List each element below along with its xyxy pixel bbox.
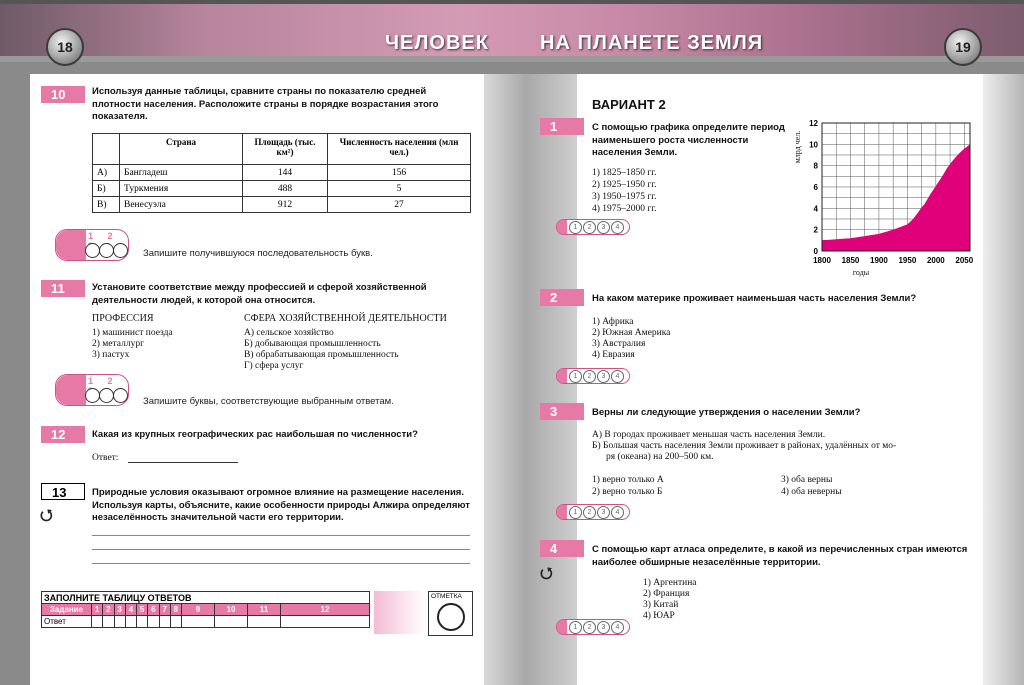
q11-col1-item: 3) пастух <box>92 350 130 360</box>
header-title-part2: НА ПЛАНЕТЕ ЗЕМЛЯ <box>540 32 764 54</box>
x-tick-label: 1800 <box>813 256 831 265</box>
answer-circle[interactable]: 2 <box>583 621 596 634</box>
question-11-instruction: Запишите буквы, соответствующие выбранным ответам. <box>143 396 394 407</box>
q3-statement-b: Б) Большая часть населения Земли проживает в районах, удалённых от мо- <box>592 441 897 451</box>
grade-mark-label: ОТМЕТКА <box>431 593 462 600</box>
summary-answer-cell[interactable] <box>137 616 148 628</box>
summary-col: 4 <box>125 604 136 616</box>
question-number-11: 11 <box>41 280 85 297</box>
answer-line[interactable] <box>92 563 470 564</box>
table-header <box>93 134 120 165</box>
summary-answer-cell[interactable] <box>281 616 370 628</box>
summary-answer-cell[interactable] <box>114 616 125 628</box>
question-number-3: 3 <box>540 403 584 420</box>
table-header: Страна <box>120 134 243 165</box>
summary-col: 5 <box>137 604 148 616</box>
question-10-text: Используя данные таблицы, сравните страны по показателю средней плотности населения. Расположите страны в порядке возрастания этого показателя. <box>92 86 439 122</box>
q11-col2-item: В) обрабатывающая промышленность <box>244 350 399 360</box>
x-tick-label: 1850 <box>841 256 860 265</box>
table-cell: Б) <box>93 181 120 197</box>
answer-circle[interactable] <box>99 388 114 403</box>
answer-circle[interactable]: 1 <box>569 621 582 634</box>
q4-option: 3) Китай <box>643 600 679 610</box>
question-number-1: 1 <box>540 118 584 135</box>
table-cell: 156 <box>328 165 471 181</box>
answer-circle[interactable]: 4 <box>611 506 624 519</box>
question-3-text: Верны ли следующие утверждения о населении Земли? <box>592 407 861 418</box>
q11-col2-header: СФЕРА ХОЗЯЙСТВЕННОЙ ДЕЯТЕЛЬНОСТИ <box>244 313 447 324</box>
table-header: Численность населения (млн чел.) <box>328 134 471 165</box>
table-row <box>93 197 471 213</box>
summary-col: 1 <box>92 604 103 616</box>
population-chart <box>790 115 980 283</box>
answer-box-q11[interactable] <box>55 374 129 406</box>
table-row <box>93 165 471 181</box>
summary-col: 7 <box>159 604 170 616</box>
answer-circle[interactable]: 2 <box>583 506 596 519</box>
q3-option: 4) оба неверны <box>781 487 842 497</box>
answer-circle[interactable]: 1 <box>569 506 582 519</box>
answer-box-r2[interactable] <box>556 368 630 384</box>
answer-line[interactable] <box>92 549 470 550</box>
q3-statement-b-cont: ря (океана) на 200–500 км. <box>606 452 714 462</box>
question-10-instruction: Запишите получившуюся последовательность букв. <box>143 248 373 259</box>
question-2-text: На каком материке проживает наименьшая часть населения Земли? <box>592 293 917 304</box>
q11-col2-item: Г) сфера услуг <box>244 361 304 371</box>
q1-option: 1) 1825–1850 гг. <box>592 168 657 178</box>
summary-col: 6 <box>148 604 159 616</box>
question-12-answer-label: Ответ: <box>92 453 119 463</box>
answer-circle[interactable]: 1 <box>569 370 582 383</box>
question-13-text: Природные условия оказывают огромное влияние на размещение населения. Используя карты, объясните, какие особенности природы Алжира определяют незаселённость значительной части его территории. <box>92 487 470 523</box>
summary-answer-cell[interactable] <box>92 616 103 628</box>
question-11-text: Установите соответствие между профессией и сферой хозяйственной деятельности людей, к которой она относится. <box>92 282 427 306</box>
table-header: Площадь (тыс. км²) <box>243 134 328 165</box>
question-10-table <box>92 133 471 213</box>
y-tick-label: 2 <box>813 225 818 235</box>
grade-mark-circle <box>437 603 465 631</box>
summary-row-label: Задание <box>42 604 92 616</box>
q3-option: 1) верно только А <box>592 475 664 485</box>
q4-option: 2) Франция <box>643 589 690 599</box>
summary-col: 11 <box>248 604 281 616</box>
answer-box-numbers: 1 2 <box>88 231 119 241</box>
answer-box-q10[interactable] <box>55 229 129 261</box>
answer-box-r1[interactable] <box>556 219 630 235</box>
grade-mark-box[interactable] <box>428 591 473 636</box>
answer-circle[interactable]: 4 <box>611 370 624 383</box>
y-tick-label: 12 <box>809 119 818 128</box>
table-cell: 144 <box>243 165 328 181</box>
map-reference-icon: ⭯ <box>40 506 53 524</box>
q11-col1-header: ПРОФЕССИЯ <box>92 313 154 324</box>
summary-answer-cell[interactable] <box>182 616 215 628</box>
variant-title: ВАРИАНТ 2 <box>592 97 666 112</box>
table-cell: Туркмения <box>120 181 243 197</box>
left-page-number: 18 <box>46 28 84 66</box>
summary-answer-cell[interactable] <box>148 616 159 628</box>
question-4-text: С помощью карт атласа определите, в какой из перечисленных стран имеются наиболее обширные незаселённые территории. <box>592 544 968 568</box>
q4-option: 4) ЮАР <box>643 611 675 621</box>
answer-circle[interactable] <box>85 388 100 403</box>
answer-box-numbers: 1 2 <box>88 376 119 386</box>
table-cell: Венесуэла <box>120 197 243 213</box>
answer-circle[interactable] <box>113 243 128 258</box>
q1-option: 4) 1975–2000 гг. <box>592 204 657 214</box>
map-reference-icon: ⭯ <box>540 564 553 582</box>
header-banner <box>0 0 1024 62</box>
summary-answer-cell[interactable] <box>103 616 114 628</box>
answer-line[interactable] <box>92 535 470 536</box>
chart-y-label: млрд чел. <box>793 130 802 164</box>
table-cell: Бангладеш <box>120 165 243 181</box>
question-number-12: 12 <box>41 426 85 443</box>
right-page-number: 19 <box>944 28 982 66</box>
table-cell: А) <box>93 165 120 181</box>
question-number-13: 13 <box>41 483 85 500</box>
answer-circle[interactable] <box>113 388 128 403</box>
y-tick-label: 8 <box>813 161 818 171</box>
table-row <box>93 181 471 197</box>
q11-col2-item: Б) добывающая промышленность <box>244 339 381 349</box>
answer-box-r3[interactable] <box>556 504 630 520</box>
answer-circle[interactable] <box>85 243 100 258</box>
q1-option: 2) 1925–1950 гг. <box>592 180 657 190</box>
page-edge <box>983 74 1024 685</box>
x-tick-label: 2000 <box>926 256 945 265</box>
question-1-text: С помощью графика определите период наименьшего роста численности населения Земли. <box>592 122 785 158</box>
y-tick-label: 10 <box>809 140 818 150</box>
q3-statement-a: А) В городах проживает меньшая часть населения Земли. <box>592 430 826 440</box>
table-cell: 488 <box>243 181 328 197</box>
answer-circle[interactable] <box>99 243 114 258</box>
answer-circle[interactable]: 2 <box>583 370 596 383</box>
question-12-text: Какая из крупных географических рас наибольшая по численности? <box>92 429 418 440</box>
summary-answer-cell[interactable] <box>125 616 136 628</box>
question-number-4: 4 <box>540 540 584 557</box>
q2-option: 2) Южная Америка <box>592 328 671 338</box>
summary-answer-cell[interactable] <box>248 616 281 628</box>
q2-option: 3) Австралия <box>592 339 646 349</box>
answer-circle[interactable]: 2 <box>583 221 596 234</box>
q4-option: 1) Аргентина <box>643 578 697 588</box>
x-tick-label: 1900 <box>870 256 888 265</box>
answer-box-r4[interactable] <box>556 619 630 635</box>
summary-title: ЗАПОЛНИТЕ ТАБЛИЦУ ОТВЕТОВ <box>42 592 370 604</box>
summary-answer-cell[interactable] <box>159 616 170 628</box>
summary-gradient <box>374 591 426 634</box>
q3-option: 3) оба верны <box>781 475 833 485</box>
table-cell: 27 <box>328 197 471 213</box>
chart-x-label: годы <box>852 268 870 277</box>
summary-answer-cell[interactable] <box>170 616 181 628</box>
question-number-2: 2 <box>540 289 584 306</box>
q2-option: 1) Африка <box>592 317 634 327</box>
x-tick-label: 1950 <box>898 256 917 265</box>
table-cell: В) <box>93 197 120 213</box>
answer-circle[interactable]: 1 <box>569 221 582 234</box>
question-number-10: 10 <box>41 86 85 103</box>
answer-circle[interactable]: 3 <box>597 506 610 519</box>
answer-circle[interactable]: 3 <box>597 370 610 383</box>
q1-option: 3) 1950–1975 гг. <box>592 192 657 202</box>
header-title-part1: ЧЕЛОВЕК <box>385 32 489 54</box>
q3-option: 2) верно только Б <box>592 487 663 497</box>
summary-col: 3 <box>114 604 125 616</box>
q11-col1-item: 1) машинист поезда <box>92 328 173 338</box>
summary-col: 2 <box>103 604 114 616</box>
y-tick-label: 4 <box>813 204 818 214</box>
answer-summary-table <box>41 591 370 634</box>
question-12-answer-line[interactable] <box>128 462 238 463</box>
answer-circle[interactable]: 3 <box>597 621 610 634</box>
summary-col: 12 <box>281 604 370 616</box>
answer-circle[interactable]: 3 <box>597 221 610 234</box>
table-cell: 912 <box>243 197 328 213</box>
answer-circle[interactable]: 4 <box>611 221 624 234</box>
summary-row-label: Ответ <box>42 616 92 628</box>
x-tick-label: 2050 <box>955 256 974 265</box>
q2-option: 4) Евразия <box>592 350 635 360</box>
summary-answer-cell[interactable] <box>215 616 248 628</box>
q11-col2-item: А) сельское хозяйство <box>244 328 334 338</box>
answer-circle[interactable]: 4 <box>611 621 624 634</box>
q11-col1-item: 2) металлург <box>92 339 144 349</box>
table-cell: 5 <box>328 181 471 197</box>
y-tick-label: 0 <box>813 247 818 256</box>
summary-col: 10 <box>215 604 248 616</box>
summary-col: 8 <box>170 604 181 616</box>
summary-col: 9 <box>182 604 215 616</box>
y-tick-label: 6 <box>813 183 818 192</box>
